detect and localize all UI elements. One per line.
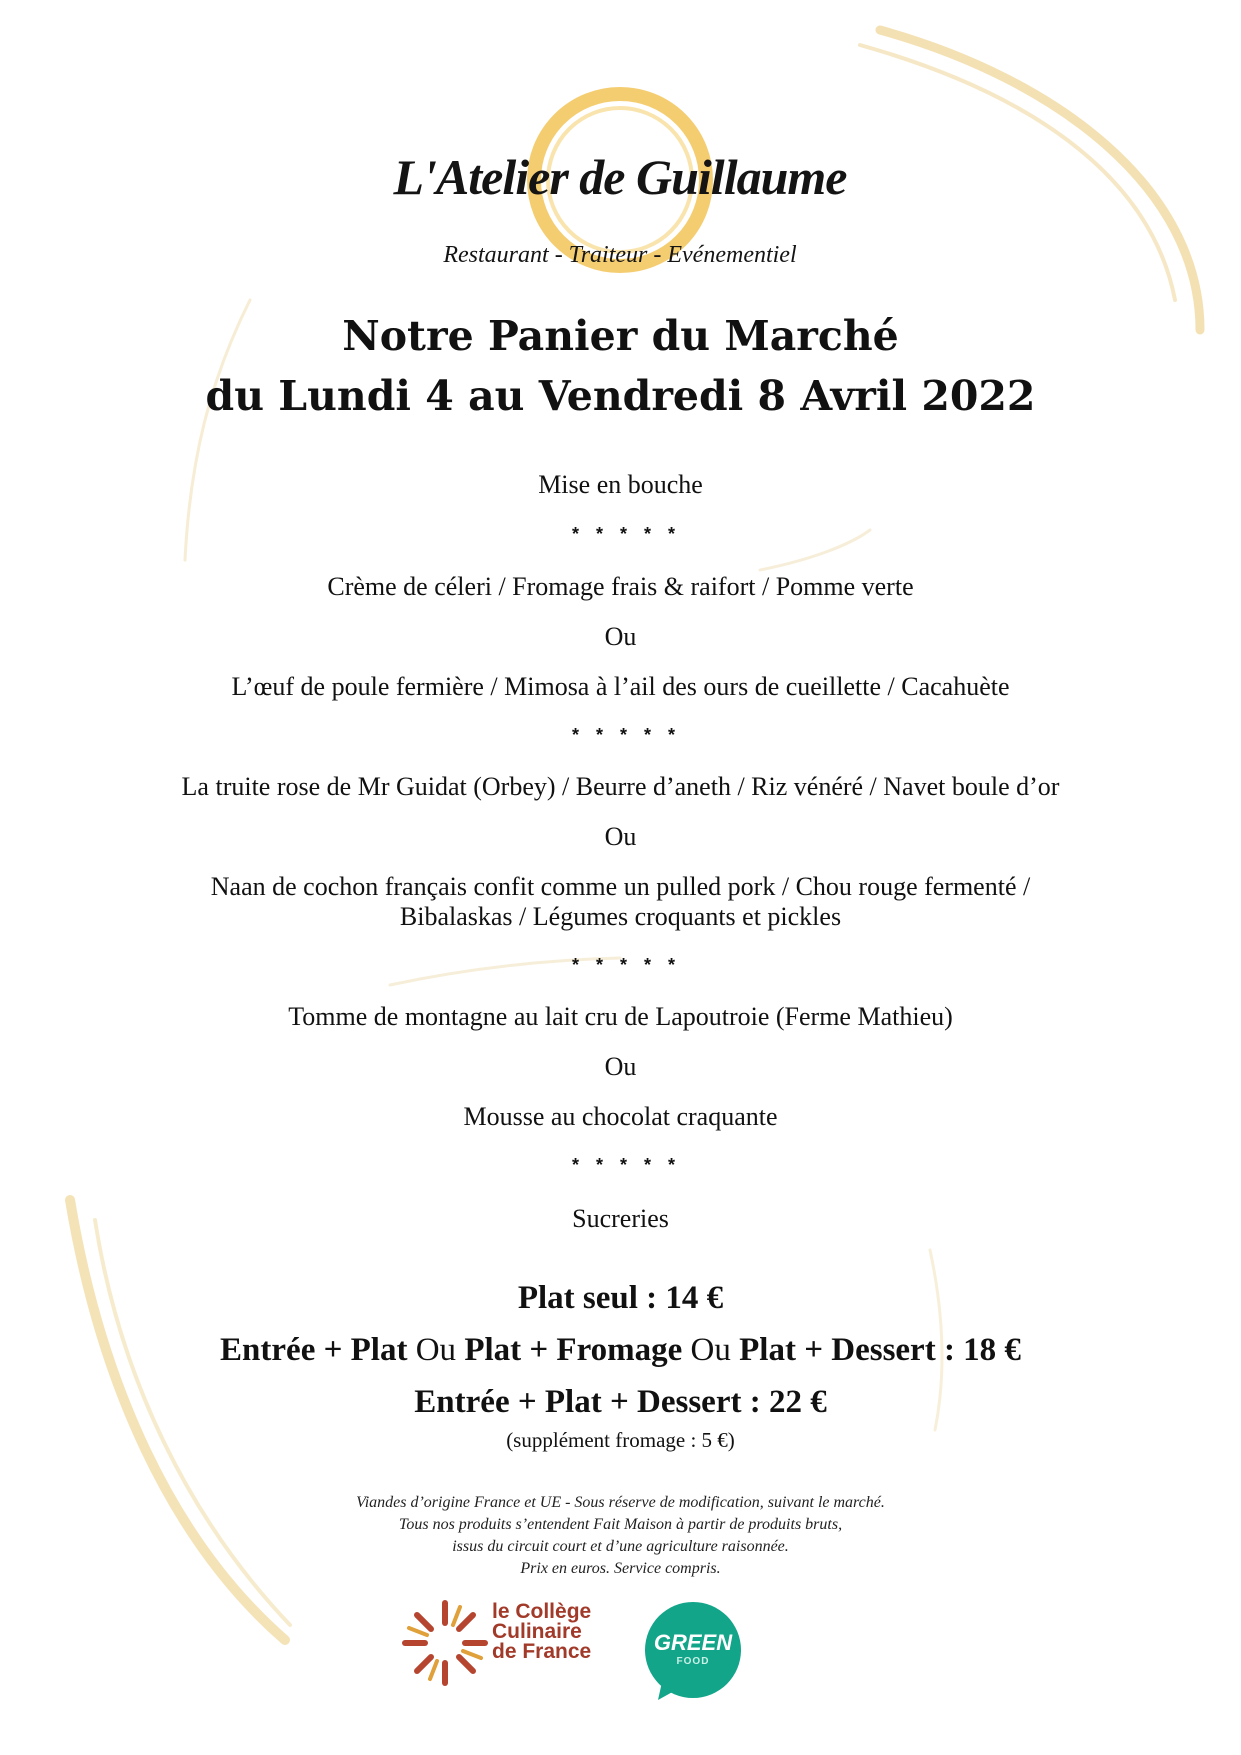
formula-or-2: Ou xyxy=(682,1332,740,1368)
green-logo-subtext: FOOD xyxy=(676,1656,710,1667)
price-formula-18 xyxy=(0,1332,1241,1369)
or-label: Ou xyxy=(604,1052,637,1081)
logo-name: L'Atelier de Guillaume xyxy=(393,149,847,205)
menu-title-line1: Notre Panier du Marché xyxy=(342,312,899,360)
separator: * * * * * xyxy=(571,725,682,745)
footer-note-1: Viandes d’origine France et UE - Sous réserve de modification, suivant le marché. xyxy=(356,1494,885,1511)
or-label: Ou xyxy=(604,822,637,851)
menu-item-sweets: Sucreries xyxy=(572,1204,669,1233)
formula-part-plat-dessert: Plat + Dessert : 18 € xyxy=(739,1332,1021,1368)
menu-item-main-2-line1: Naan de cochon français confit comme un pulled pork / Chou rouge fermenté / xyxy=(210,872,1031,901)
footer-note-2: Tous nos produits s’entendent Fait Maison à partir de produits bruts, xyxy=(398,1516,843,1533)
college-burst-icon xyxy=(400,1598,490,1688)
menu-item-dessert: Mousse au chocolat craquante xyxy=(463,1102,778,1131)
formula-or-1: Ou xyxy=(407,1332,465,1368)
footer-note-4: Prix en euros. Service compris. xyxy=(520,1560,721,1577)
menu-title-line2: du Lundi 4 au Vendredi 8 Avril 2022 xyxy=(205,372,1036,420)
formula-part-plat-fromage: Plat + Fromage xyxy=(464,1332,683,1368)
logo-tagline: Restaurant - Traiteur - Evénementiel xyxy=(443,242,797,268)
menu-item-starter-2: L’œuf de poule fermière / Mimosa à l’ail des ours de cueillette / Cacahuète xyxy=(231,672,1010,701)
restaurant-logo xyxy=(380,70,860,310)
separator: * * * * * xyxy=(571,524,682,544)
menu-item-amuse: Mise en bouche xyxy=(538,470,703,499)
separator: * * * * * xyxy=(571,1155,682,1175)
menu-item-main-2-line2: Bibalaskas / Légumes croquants et pickles xyxy=(399,902,842,931)
price-formula-22: Entrée + Plat + Dessert : 22 € xyxy=(414,1384,827,1420)
formula-part-entree-plat: Entrée + Plat xyxy=(220,1332,408,1368)
price-supplement: (supplément fromage : 5 €) xyxy=(506,1428,735,1452)
separator: * * * * * xyxy=(571,955,682,975)
college-line-2: Culinaire xyxy=(492,1620,582,1643)
menu-item-main-1: La truite rose de Mr Guidat (Orbey) / Beurre d’aneth / Riz vénéré / Navet boule d’or xyxy=(181,772,1060,801)
footer-note-3: issus du circuit court et d’une agriculture raisonnée. xyxy=(452,1538,789,1555)
green-logo-text: GREEN xyxy=(653,1630,733,1655)
college-culinaire-logo xyxy=(400,1598,590,1688)
college-logo-text xyxy=(492,1602,592,1662)
green-food-logo xyxy=(640,1600,746,1706)
college-line-1: le Collège xyxy=(492,1600,592,1623)
or-label: Ou xyxy=(604,622,637,651)
menu-item-starter-1: Crème de céleri / Fromage frais & raifort / Pomme verte xyxy=(327,572,914,601)
college-line-3: de France xyxy=(492,1640,592,1663)
menu-item-cheese: Tomme de montagne au lait cru de Lapoutroie (Ferme Mathieu) xyxy=(288,1002,953,1031)
price-plat-seul: Plat seul : 14 € xyxy=(517,1280,724,1316)
